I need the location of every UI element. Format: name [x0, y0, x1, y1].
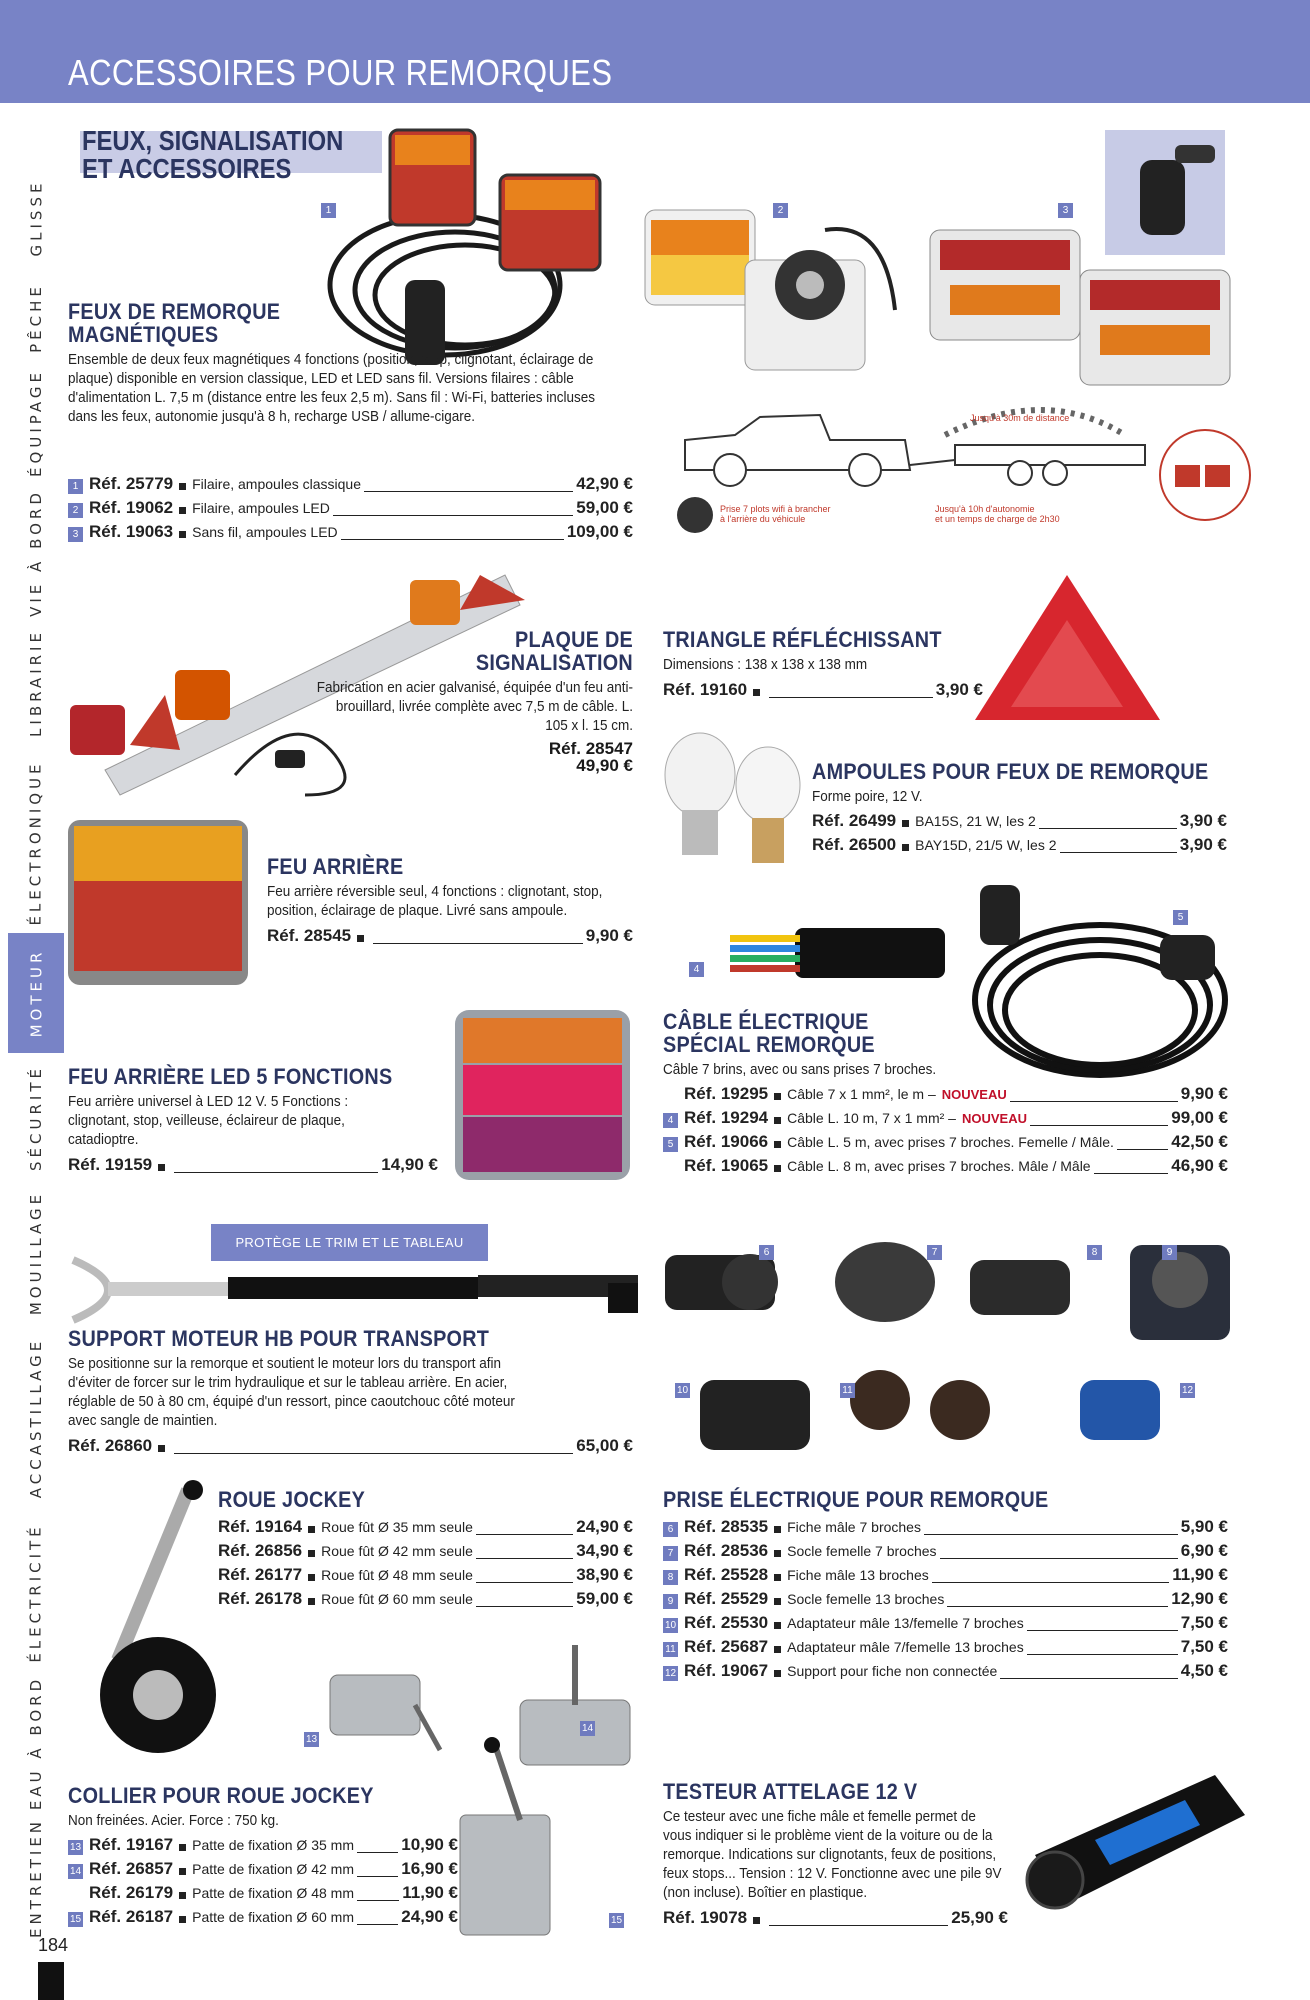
- sidenav-item-librairie[interactable]: LIBRAIRIE: [27, 629, 45, 737]
- image-badge-10: 10: [676, 1385, 689, 1396]
- ref-row[interactable]: 11 Réf. 25687 Adaptateur mâle 7/femelle 13 broches 7,50 €: [663, 1637, 1228, 1661]
- sidenav-item-moteur[interactable]: MOTEUR: [8, 933, 64, 1053]
- ref-row[interactable]: Réf. 26179 Patte de fixation Ø 48 mm 11,90 €: [89, 1883, 458, 1902]
- ref-row[interactable]: 4 Réf. 19294 Câble L. 10 m, 7 x 1 mm² – NOUVEAU 99,00 €: [663, 1108, 1228, 1132]
- ref-row[interactable]: Réf. 19065 Câble L. 8 m, avec prises 7 broches. Mâle / Mâle 46,90 €: [684, 1156, 1228, 1175]
- image-badge-13: 13: [305, 1734, 318, 1745]
- image-badge-11: 11: [840, 1383, 855, 1398]
- product-description: Non freinées. Acier. Force : 750 kg.: [68, 1812, 279, 1829]
- ref-row[interactable]: 1 Réf. 25779 Filaire, ampoules classique 42,90 €: [68, 474, 633, 498]
- ref-row[interactable]: Réf. 26500 BAY15D, 21/5 W, les 2 3,90 €: [812, 835, 1227, 854]
- image-badge-1: 1: [321, 203, 336, 218]
- page-number: 184: [38, 1935, 69, 1955]
- product-signal-plate: [310, 628, 633, 776]
- led-magnetic-lights-image: [645, 200, 895, 390]
- wireless-lights-image: [930, 230, 1230, 400]
- sidenav-item-vie-a-bord[interactable]: VIE À BORD: [27, 489, 45, 617]
- product-trailer-sockets: [663, 1488, 1228, 1685]
- ref-row[interactable]: 8 Réf. 25528 Fiche mâle 13 broches 11,90 €: [663, 1565, 1228, 1589]
- product-magnetic-lights: [68, 300, 638, 426]
- feature-tag: PROTÈGE LE TRIM ET LE TABLEAU: [211, 1224, 488, 1261]
- product-description: Se positionne sur la remorque et soutient le moteur lors du transport afin d'éviter de forcer sur le trim hydraulique et sur le tableau arrière. En acier, réglable de 50 à 80 cm, équipé d'un ressort, pince caoutchouc côté moteur avec sangle de maintien.: [68, 1355, 515, 1429]
- page-title: ACCESSOIRES POUR REMORQUES: [68, 52, 613, 93]
- image-badge-6: 6: [759, 1245, 774, 1260]
- ref-row[interactable]: Réf. 26499 BA15S, 21 W, les 2 3,90 €: [812, 811, 1227, 830]
- side-navigation: [0, 103, 68, 2000]
- product-title: SUPPORT MOTEUR HB POUR TRANSPORT: [68, 1326, 490, 1351]
- ref-row[interactable]: 6 Réf. 28535 Fiche mâle 7 broches 5,90 €: [663, 1517, 1228, 1541]
- ref-row[interactable]: Réf. 19160 3,90 €: [663, 680, 983, 699]
- sidenav-item-glisse[interactable]: GLISSE: [27, 179, 45, 257]
- electric-cable-image: [725, 925, 945, 980]
- product-bulbs: [812, 760, 1227, 859]
- ref-row[interactable]: [310, 739, 633, 776]
- caption-autonomy-2: et un temps de charge de 2h30: [935, 514, 1060, 524]
- product-title: ROUE JOCKEY: [218, 1487, 366, 1512]
- ref-row[interactable]: 12 Réf. 19067 Support pour fiche non connectée 4,50 €: [664, 1661, 1228, 1680]
- ref-row[interactable]: 13 Réf. 19167 Patte de fixation Ø 35 mm 10,90 €: [69, 1835, 458, 1854]
- ref-price: 49,90 €: [576, 756, 633, 775]
- ref-row[interactable]: 2 Réf. 19062 Filaire, ampoules LED 59,00 €: [68, 498, 633, 522]
- product-title: CÂBLE ÉLECTRIQUE: [663, 1009, 869, 1034]
- section-title-line1: FEUX, SIGNALISATION: [82, 125, 344, 156]
- product-led-rear-light: [68, 1065, 438, 1179]
- ref-row[interactable]: 5 Réf. 19066 Câble L. 5 m, avec prises 7 broches. Femelle / Mâle. 42,50 €: [663, 1132, 1228, 1156]
- product-title: TESTEUR ATTELAGE 12 V: [663, 1779, 918, 1804]
- product-title-line2: SIGNALISATION: [475, 650, 633, 675]
- product-description: Ce testeur avec une fiche mâle et femelle permet de vous indiquer si le problème vient de la voiture ou de la remorque. Indications sur clignotants, feux de positions, feux stops... Tension : 12 V. Fonctionne avec une pile 9V (non incluse). Boîtier en plastique.: [663, 1808, 1002, 1901]
- sidenav-item-peche[interactable]: PÊCHE: [27, 283, 46, 353]
- product-description: Dimensions : 138 x 138 x 138 mm: [663, 656, 868, 673]
- product-description: Câble 7 brins, avec ou sans prises 7 broches.: [663, 1061, 937, 1078]
- ref-row[interactable]: Réf. 19295 Câble 7 x 1 mm², le m – NOUVEAU 9,90 €: [684, 1084, 1228, 1103]
- caption-autonomy: Jusqu'à 10h d'autonomie: [935, 504, 1035, 514]
- product-description: Feu arrière réversible seul, 4 fonctions : clignotant, stop, position, éclairage de plaque. Livré sans ampoule.: [267, 883, 603, 919]
- jockey-wheel-image: [68, 1480, 218, 1755]
- image-badge-12: 12: [1181, 1385, 1194, 1396]
- ref-row[interactable]: 15 Réf. 26187 Patte de fixation Ø 60 mm 24,90 €: [69, 1907, 458, 1926]
- ref-row[interactable]: Réf. 19159 14,90 €: [68, 1155, 438, 1174]
- product-jockey-wheel: [218, 1488, 633, 1613]
- ref-row[interactable]: 3 Réf. 19063 Sans fil, ampoules LED 109,00 €: [68, 522, 633, 546]
- product-description: Fabrication en acier galvanisé, équipée d'un feu anti-brouillard, livrée complète avec 7,5 m de câble. L. 105 x l. 15 cm.: [316, 679, 633, 734]
- wifi-plug-image: [1105, 130, 1225, 255]
- product-reflective-triangle: [663, 628, 983, 704]
- ref-row[interactable]: Réf. 19164 Roue fût Ø 35 mm seule 24,90 €: [218, 1517, 633, 1536]
- caption-wifi-plug-2: à l'arrière du véhicule: [720, 514, 806, 524]
- pickup-trailer-diagram: [665, 395, 1225, 530]
- bulbs-image: [660, 730, 810, 895]
- image-badge-7: 7: [927, 1245, 942, 1260]
- product-title-line2: SPÉCIAL REMORQUE: [663, 1032, 875, 1057]
- product-title: FEU ARRIÈRE LED 5 FONCTIONS: [68, 1064, 393, 1089]
- led-rear-light-image: [455, 1010, 630, 1180]
- ref-row[interactable]: Réf. 26856 Roue fût Ø 42 mm seule 34,90 €: [218, 1541, 633, 1560]
- image-badge-5: 5: [1173, 910, 1188, 925]
- sidenav-item-electricite[interactable]: ÉLECTRICITÉ: [27, 1523, 45, 1663]
- image-badge-15: 15: [610, 1915, 623, 1926]
- product-title: FEU ARRIÈRE: [267, 854, 404, 879]
- product-title: PRISE ÉLECTRIQUE POUR REMORQUE: [663, 1487, 1049, 1512]
- ref-row[interactable]: Réf. 19078 25,90 €: [663, 1908, 1008, 1927]
- sidenav-item-equipage[interactable]: ÉQUIPAGE: [27, 369, 45, 477]
- sidenav-item-eau-a-bord[interactable]: EAU À BORD: [27, 1675, 46, 1811]
- ref-row[interactable]: Réf. 26177 Roue fût Ø 48 mm seule 38,90 €: [218, 1565, 633, 1584]
- product-title-line2: MAGNÉTIQUES: [68, 322, 219, 347]
- rear-light-image: [68, 820, 248, 985]
- image-badge-3: 3: [1058, 203, 1073, 218]
- page-header-band: [0, 0, 1310, 103]
- ref-row[interactable]: 10 Réf. 25530 Adaptateur mâle 13/femelle 7 broches 7,50 €: [664, 1613, 1228, 1632]
- product-engine-support: [68, 1327, 633, 1460]
- product-description: Feu arrière universel à LED 12 V. 5 Fonctions : clignotant, stop, veilleuse, éclaireur de plaque, catadioptre.: [68, 1093, 349, 1148]
- engine-support-image: [68, 1255, 638, 1325]
- image-badge-8: 8: [1087, 1245, 1102, 1260]
- image-badge-4: 4: [689, 962, 704, 977]
- reflective-triangle-image: [975, 575, 1160, 720]
- image-badge-14: 14: [581, 1723, 594, 1734]
- ref-list-magnetic-lights: [68, 474, 633, 546]
- sidenav-item-accastillage[interactable]: ACCASTILLAGE: [27, 1337, 46, 1499]
- product-description: Ensemble de deux feux magnétiques 4 fonctions (position, stop, clignotant, éclairage de plaque) disponible en version classique, LED et LED sans fil. Versions filaires : câble d'alimentation L. 7,5 m (distance entre les feux 2,5 m). Sans fil : Wi-Fi, batteries incluses dans les feux, autonomie jusqu'à 8 h, recharge USB / allume-cigare.: [68, 351, 596, 425]
- ref-row[interactable]: Réf. 26860 65,00 €: [68, 1436, 633, 1455]
- image-badge-9: 9: [1162, 1245, 1177, 1260]
- product-rear-light: [267, 855, 633, 950]
- image-badge-2: 2: [773, 203, 788, 218]
- product-title: TRIANGLE RÉFLÉCHISSANT: [663, 627, 942, 652]
- caption-distance: Jusqu'à 30m de distance: [970, 413, 1070, 423]
- product-hitch-tester: [663, 1780, 1008, 1932]
- product-electric-cable: [663, 1010, 1228, 1180]
- trailer-plugs-image: [660, 1240, 1240, 1460]
- ref-row[interactable]: 14 Réf. 26857 Patte de fixation Ø 42 mm 16,90 €: [69, 1859, 458, 1878]
- sidenav-item-securite[interactable]: SÉCURITÉ: [27, 1065, 46, 1171]
- ref-row[interactable]: Réf. 28545 9,90 €: [267, 926, 633, 945]
- caption-wifi-plug: Prise 7 plots wifi à brancher: [720, 504, 831, 514]
- hitch-tester-image: [1025, 1775, 1245, 1915]
- section-title-line2: ET ACCESSOIRES: [82, 153, 292, 184]
- ref-number: Réf. 28547: [548, 739, 633, 758]
- ref-row[interactable]: 9 Réf. 25529 Socle femelle 13 broches 12,90 €: [663, 1589, 1228, 1613]
- ref-row[interactable]: Réf. 26178 Roue fût Ø 60 mm seule 59,00 €: [218, 1589, 633, 1608]
- product-title: COLLIER POUR ROUE JOCKEY: [68, 1783, 374, 1808]
- product-description: Forme poire, 12 V.: [812, 788, 923, 805]
- page-tab-marker: [38, 1962, 64, 2000]
- product-title: PLAQUE DE: [515, 627, 633, 652]
- sidenav-item-entretien[interactable]: ENTRETIEN: [27, 1817, 46, 1939]
- product-title: FEUX DE REMORQUE: [68, 299, 281, 324]
- sidenav-item-mouillage[interactable]: MOUILLAGE: [27, 1190, 45, 1316]
- product-jockey-clamp: [68, 1784, 458, 1931]
- sidenav-item-electronique[interactable]: ÉLECTRONIQUE: [27, 760, 45, 926]
- ref-row[interactable]: 7 Réf. 28536 Socle femelle 7 broches 6,90 €: [663, 1541, 1228, 1565]
- product-title: AMPOULES POUR FEUX DE REMORQUE: [812, 759, 1209, 784]
